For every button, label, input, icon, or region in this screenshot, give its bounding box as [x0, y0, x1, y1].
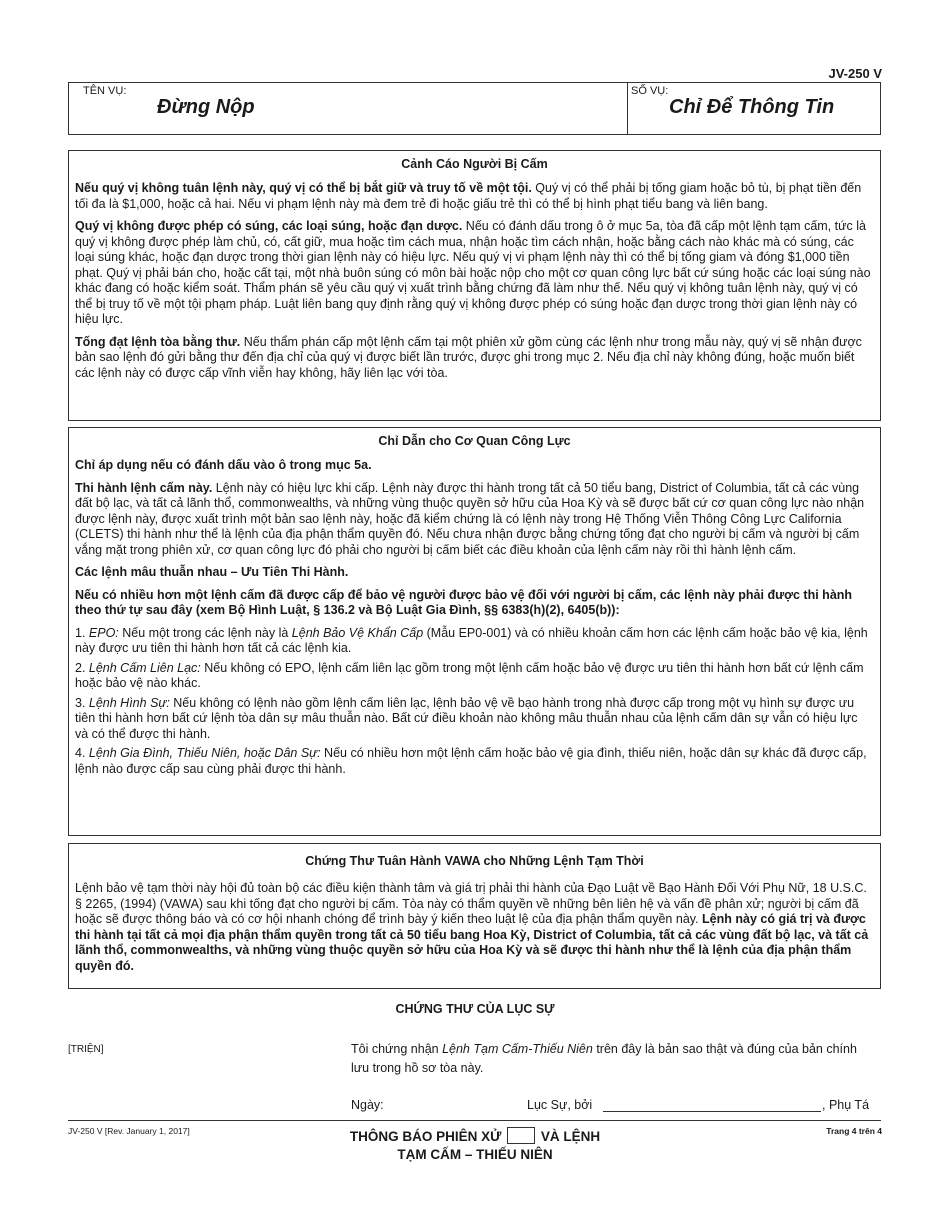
header-divider: [627, 83, 628, 134]
case-number-value: Chỉ Để Thông Tin: [669, 96, 835, 118]
priority-item-1: 1. EPO: Nếu một trong các lệnh này là Lệnh Bảo Vệ Khẩn Cấp (Mẫu EP0-001) và có nhiều khoản cấm hơn các lệnh cấm hoặc bảo vệ kia, lệnh này được ưu tiên thi hành hơn tất cả các lệnh kia.: [75, 625, 868, 655]
enforcement-title: Chỉ Dẫn cho Cơ Quan Công Lực: [378, 434, 571, 448]
clerk-label: Lục Sự, bởi: [527, 1098, 593, 1112]
priority-item-2: 2. Lệnh Cấm Liên Lạc: Nếu không có EPO, lệnh cấm liên lạc gồm trong một lệnh cấm hoặc bảo vệ được ưu tiên thi hành hơn bất cứ lệnh cấm hoặc bảo vệ nào khác.: [75, 660, 864, 690]
page-number: Trang 4 trên 4: [826, 1126, 882, 1136]
enforcement-paragraph: Thi hành lệnh cấm này. Lệnh này có hiệu lực khi cấp. Lệnh này được thi hành trong tất cả 50 tiểu bang, District of Columbia, tất cả các vùng đất bộ lạc, và tất cả lãnh thổ, commonwealths, và những vùng thuộc quyền sở hữu của Hoa Kỳ và sẽ được bất cứ cơ quan công lực nào nhận được lệnh này, được xuất trình một bản sao lệnh này, hoặc đã kiểm chứng là có lệnh này trong Hệ Thống Viễn Thông Công Lực California (CLETS) thi hành như thể là lệnh của địa phận thẩm quyền đó. Nếu chưa nhận được bằng chứng tống đạt cho người bị cấm và người bị cấm vắng mặt trong phiên xử, cơ quan công lực đó phải cho người bị cấm biết các điều khoản của lệnh cấm này rồi thì hành lệnh cấm.: [75, 480, 865, 557]
vawa-section: [68, 843, 881, 989]
vawa-title: Chứng Thư Tuân Hành VAWA cho Những Lệnh Tạm Thời: [305, 854, 644, 868]
priority-item-3: 3. Lệnh Hình Sự: Nếu không có lệnh nào gồm lệnh cấm liên lạc, lệnh bảo vệ về bạo hành trong nhà được cấp trong một vụ hình sự được ưu tiên thi hành hơn bất cứ lệnh tòa dân sự mâu thuẫn nào. Bất cứ điều khoản nào không mâu thuẫn nhau của lệnh cấm dân sự vẫn có hiệu lực và có thể được thi hành.: [75, 695, 858, 741]
case-header: [68, 82, 881, 135]
warning-paragraph-firearms: Quý vị không được phép có súng, các loại súng, hoặc đạn dược. Nếu có đánh dấu trong ô ở mục 5a, tòa đã cấp một lệnh tạm cấm, tức là quý vị không được phép làm chủ, có, cất giữ, mua hoặc tìm cách mua, nhận hoặc tìm cách nhận, hoặc bằng cách nào khác mà có súng, các loại súng khác, hoặc đạn dược trong thời gian lệnh này có hiệu lực. Nếu quý vị vi phạm lệnh này thì có thể bị tống giam và đóng $1,000 tiền phạt. Quý vị phải bán cho, hoặc cất tại, một nhà buôn súng có môn bài hoặc nộp cho một cơ quan công lực bất cứ súng hoặc các loại súng nào khác đang có hoặc kiểm soát. Thẩm phán sẽ yêu cầu quý vị xuất trình bằng chứng đã làm như thế. Nếu quý vị không tuân lệnh này, quý vị có thể bị truy tố về một tội phạm pháp. Luật liên bang quy định rằng quý vị không được phép có súng hoặc đạn dược trong thời gian lệnh này có hiệu lực.: [75, 219, 871, 326]
form-id: JV-250 V: [828, 66, 882, 81]
date-label: Ngày:: [351, 1098, 384, 1112]
case-name-label: TÊN VỤ:: [83, 85, 127, 97]
form-revision: JV-250 V [Rev. January 1, 2017]: [68, 1126, 190, 1136]
enforcement-section: [68, 427, 881, 836]
warning-paragraph-arrest: Nếu quý vị không tuân lệnh này, quý vị có thể bị bắt giữ và truy tố về một tội. Quý vị có thể phải bị tống giam hoặc bỏ tù, bị phạt tiền đến tối đa là $1,000, hoặc cả hai. Nếu vi phạm lệnh này mà đem trẻ đi hoặc giấu trẻ thì có thể bị hình phạt tiểu bang và liên bang.: [75, 181, 862, 211]
warning-paragraph-service: Tống đạt lệnh tòa bằng thư. Nếu thẩm phán cấp một lệnh cấm tại một phiên xử gồm cùng các lệnh như trong mẫu này, quý vị sẽ nhận được bản sao lệnh đó gửi bằng thư đến địa chỉ của quý vị được biết lần trước, được ghi trong mục 2. Nếu địa chỉ này không đúng, hoặc muốn biết các lệnh này có được cấp vĩnh viễn hay không, hãy liên lạc với tòa.: [75, 334, 862, 380]
enforcement-applies: Chỉ áp dụng nếu có đánh dấu vào ô trong mục 5a.: [75, 458, 372, 472]
warning-section: [68, 150, 881, 421]
deputy-label: , Phụ Tá: [822, 1098, 870, 1112]
priority-item-4: 4. Lệnh Gia Đình, Thiếu Niên, hoặc Dân Sự: Nếu có nhiều hơn một lệnh cấm hoặc bảo vệ gia đình, thiếu niên, hoặc dân sự khác đã được cấp, lệnh nào được cấp sau cùng phải được thi hành.: [75, 746, 867, 776]
clerk-certificate-title: CHỨNG THƯ CỦA LỤC SỰ: [395, 1002, 555, 1016]
form-title: THÔNG BÁO PHIÊN XỬ VÀ LỆNH TẠM CẤM – THIẾU NIÊN: [349, 1129, 601, 1162]
hearing-checkbox[interactable]: [507, 1127, 535, 1144]
case-number-label: SỐ VỤ:: [631, 85, 669, 97]
clerk-signature-line[interactable]: [603, 1111, 821, 1112]
seal-placeholder: [TRIỆN]: [68, 1044, 104, 1055]
priority-intro: Nếu có nhiều hơn một lệnh cấm đã được cấp để bảo vệ người được bảo vệ đối với người bị cấm, các lệnh này phải được thi hành theo thứ tự sau đây (xem Bộ Hình Luật, § 136.2 và Bộ Luật Gia Đình, §§ 6383(h)(2), 6405(b)):: [75, 587, 853, 617]
case-name-value: Đừng Nộp: [157, 96, 255, 118]
footer-divider: [68, 1120, 881, 1121]
clerk-certificate-text: Tôi chứng nhận Lệnh Tạm Cấm-Thiếu Niên trên đây là bản sao thật và đúng của bản chính lưu trong hồ sơ tòa này.: [351, 1042, 857, 1075]
warning-title: Cảnh Cáo Người Bị Cấm: [401, 157, 548, 171]
conflict-heading: Các lệnh mâu thuẫn nhau – Ưu Tiên Thi Hành.: [75, 565, 349, 579]
vawa-paragraph: Lệnh bảo vệ tạm thời này hội đủ toàn bộ các điều kiện thành tâm và giá trị phải thi hành của Đạo Luật về Bạo Hành Đối Với Phụ Nữ, 18 U.S.C. § 2265, (1994) (VAWA) sau khi tống đạt cho người bị cấm. Tòa này có thẩm quyền về những bên liên hệ và vấn đề phân xử; người bị cấm đã hoặc sẽ được thông báo và có cơ hội nhanh chóng để trình bày ý kiến theo luật lệ của địa phận thẩm quyền này. Lệnh này có giá trị và được thi hành tại tất cả mọi địa phận thẩm quyền trong tất cả 50 tiểu bang Hoa Kỳ, District of Columbia, tất cả các vùng đất bộ lạc, và tất cả lãnh thổ, commonwealths, và những vùng thuộc quyền sở hữu của Hoa Kỳ và sẽ được thi hành như thể là lệnh của địa phận thẩm quyền đó.: [75, 881, 869, 973]
